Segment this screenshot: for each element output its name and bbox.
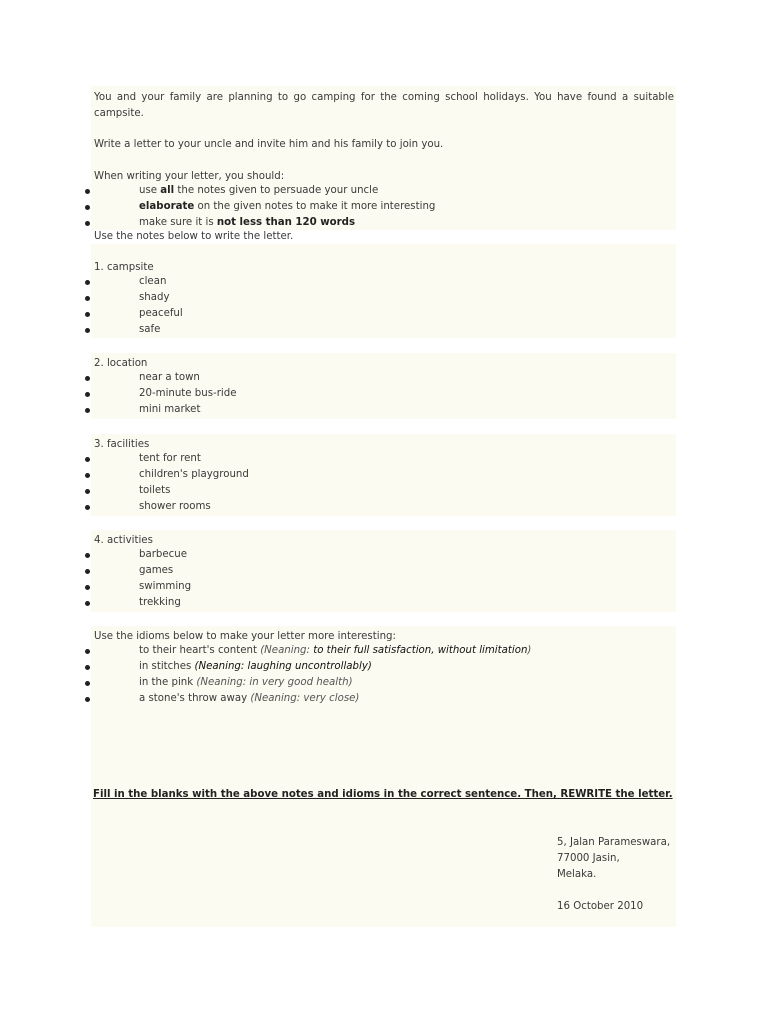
bullet-icon — [85, 473, 90, 478]
bullet-icon — [85, 697, 90, 702]
section-heading: 4. activities — [94, 535, 153, 546]
section-heading: 3. facilities — [94, 439, 150, 450]
section-campsite: 1. campsite clean shady peaceful safe — [91, 244, 676, 338]
section-facilities: 3. facilities tent for rent children's playground toilets shower rooms — [91, 434, 676, 516]
bullet-icon — [85, 312, 90, 317]
bullet-icon — [85, 205, 90, 210]
bullet-icon — [85, 408, 90, 413]
bullet-icon — [85, 280, 90, 285]
address-line-1: 5, Jalan Parameswara, — [557, 837, 671, 848]
task-block: You and your family are planning to go camping for the coming school holidays. You have found a suitable campsite. Write a letter to your uncle and invite him and his family to join you. When writing your letter, you should: use all the notes given to persuade your uncle elaborate on the given notes to make it more interesting make sure it is not less than 120 words — [91, 86, 676, 230]
address-line-3: Melaka. — [557, 869, 597, 880]
section-activities: 4. activities barbecue games swimming trekking — [91, 530, 676, 612]
address-line-2: 77000 Jasin, — [557, 853, 620, 864]
notes-intro: Use the notes below to write the letter. — [94, 231, 294, 242]
bullet-icon — [85, 649, 90, 654]
bullet-icon — [85, 505, 90, 510]
idioms-intro: Use the idioms below to make your letter more interesting: — [94, 631, 396, 642]
bullet-icon — [85, 392, 90, 397]
instruction-text: Fill in the blanks with the above notes and idioms in the correct sentence. Then, REWRITE the letter. — [93, 789, 673, 800]
bullet-icon — [85, 681, 90, 686]
task-write-prompt: Write a letter to your uncle and invite him and his family to join you. — [94, 139, 444, 150]
section-heading: 2. location — [94, 358, 148, 369]
emphasis-text: elaborate — [139, 201, 195, 212]
emphasis-text: all — [160, 185, 175, 196]
bullet-icon — [85, 601, 90, 606]
bullet-icon — [85, 457, 90, 462]
bullet-icon — [85, 376, 90, 381]
task-when-writing: When writing your letter, you should: — [94, 171, 285, 182]
emphasis-text: not less than 120 words — [216, 217, 356, 228]
bullet-icon — [85, 328, 90, 333]
letter-block — [91, 787, 676, 927]
section-location: 2. location near a town 20-minute bus-ride mini market — [91, 353, 676, 419]
idioms-block: Use the idioms below to make your letter more interesting: to their heart's content (Neaning: to their full satisfaction, without limitation) in stitches (Neaning: laughing uncontrollably) in the pink (Neaning: in very good health) a stone's throw away (Neaning: very close) — [91, 626, 676, 787]
bullet-icon — [85, 189, 90, 194]
bullet-icon — [85, 221, 90, 226]
bullet-icon — [85, 585, 90, 590]
bullet-icon — [85, 665, 90, 670]
letter-date: 16 October 2010 — [557, 901, 644, 912]
bullet-icon — [85, 296, 90, 301]
bullet-icon — [85, 553, 90, 558]
section-heading: 1. campsite — [94, 262, 154, 273]
bullet-icon — [85, 569, 90, 574]
task-intro: You and your family are planning to go camping for the coming school holidays. You have found a suitable campsite. — [94, 92, 674, 119]
bullet-icon — [85, 489, 90, 494]
